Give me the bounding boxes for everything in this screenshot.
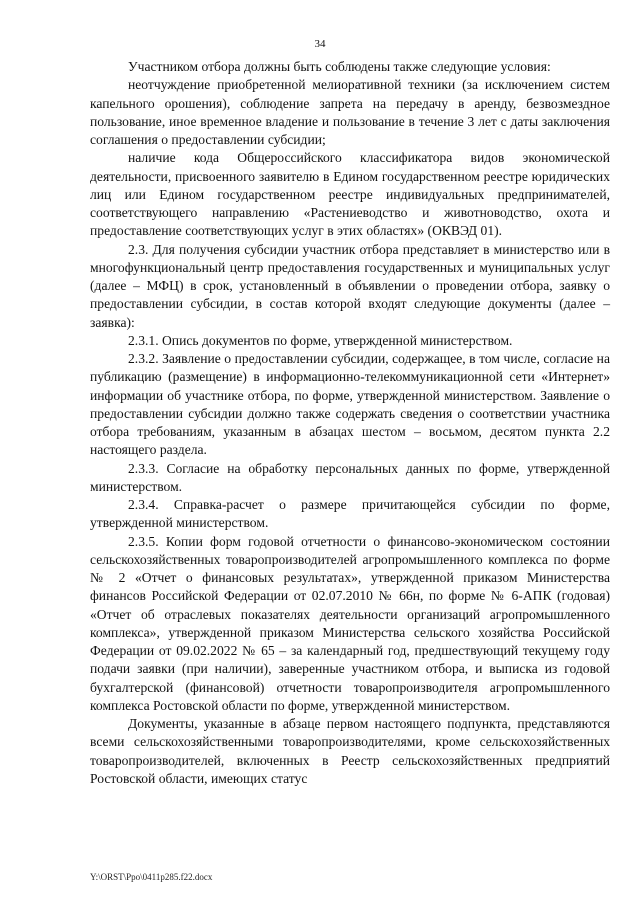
paragraph-2-3-4: 2.3.4. Справка-расчет о размере причитающейся субсидии по форме, утвержденной министерством. bbox=[90, 497, 610, 531]
paragraph-non-alienation: неотчуждение приобретенной мелиоративной техники (за исключением систем капельного орошения), соблюдение запрета на передачу в аренду, безвозмездное пользование, иное временное владение и пользование в течение 3 лет с даты заключения соглашения о предоставлении субсидии; bbox=[90, 77, 610, 147]
paragraph-2-3-5: 2.3.5. Копии форм годовой отчетности о финансово-экономическом состоянии сельскохозяйственных товаропроизводителей агропромышленного комплекса по форме № 2 «Отчет о финансовых результатах», утвержденной приказом Министерства финансов Российской Федерации от 02.07.2010 № 66н, по форме № 6-АПК (годовая) «Отчет об отраслевых показателях деятельности организаций агропромышленного комплекса», утвержденной приказом Министерства сельского хозяйства Российской Федерации от 09.02.2022 № 65 – за календарный год, предшествующий текущему году подачи заявки (при наличии), заверенные участником отбора, и выписка из годовой бухгалтерской (финансовой) отчетности товаропроизводителя агропромышленного комплекса Ростовской области по форме, утвержденной министерством. bbox=[90, 533, 610, 713]
footer-file-path: Y:\ORST\Ppo\0411p285.f22.docx bbox=[90, 872, 213, 882]
paragraph-2-3: 2.3. Для получения субсидии участник отбора представляет в министерство или в многофункциональный центр предоставления государственных и муниципальных услуг (далее – МФЦ) в срок, установленный в объявлении о проведении отбора, заявку о предоставлении субсидии, в состав которой входят следующие документы (далее – заявка): bbox=[90, 241, 610, 330]
paragraph-2-3-1: 2.3.1. Опись документов по форме, утвержденной министерством. bbox=[128, 332, 513, 348]
page-number: 34 bbox=[314, 38, 326, 50]
paragraph-2-3-3: 2.3.3. Согласие на обработку персональных данных по форме, утвержденной министерством. bbox=[90, 460, 610, 494]
paragraph-okved-code: наличие кода Общероссийского классификатора видов экономической деятельности, присвоенного заявителю в Едином государственном реестре юридических лиц или Едином государственном реестре индивидуальных предпринимателей, соответствующего направлению «Растениеводство и животноводство, охота и предоставление соответствующих услуг в этих областях» (ОКВЭД 01). bbox=[90, 150, 610, 239]
paragraph-2-3-2: 2.3.2. Заявление о предоставлении субсидии, содержащее, в том числе, согласие на публикацию (размещение) в информационно-телекоммуникационной сети «Интернет» информации об участнике отбора, по форме, утвержденной министерством. Заявление о предоставлении субсидии должно также содержать сведения о соответствии участника отбора требованиям, указанным в абзацах шестом – восьмом, десятом пункта 2.2 настоящего раздела. bbox=[90, 351, 610, 458]
document-body bbox=[90, 58, 610, 788]
paragraph-documents-note: Документы, указанные в абзаце первом настоящего подпункта, представляются всеми сельскохозяйственными товаропроизводителями, кроме сельскохозяйственных товаропроизводителей, включенных в Реестр сельскохозяйственных предприятий Ростовской области, имеющих статус bbox=[90, 716, 610, 786]
paragraph-conditions-intro: Участником отбора должны быть соблюдены также следующие условия: bbox=[128, 59, 551, 74]
